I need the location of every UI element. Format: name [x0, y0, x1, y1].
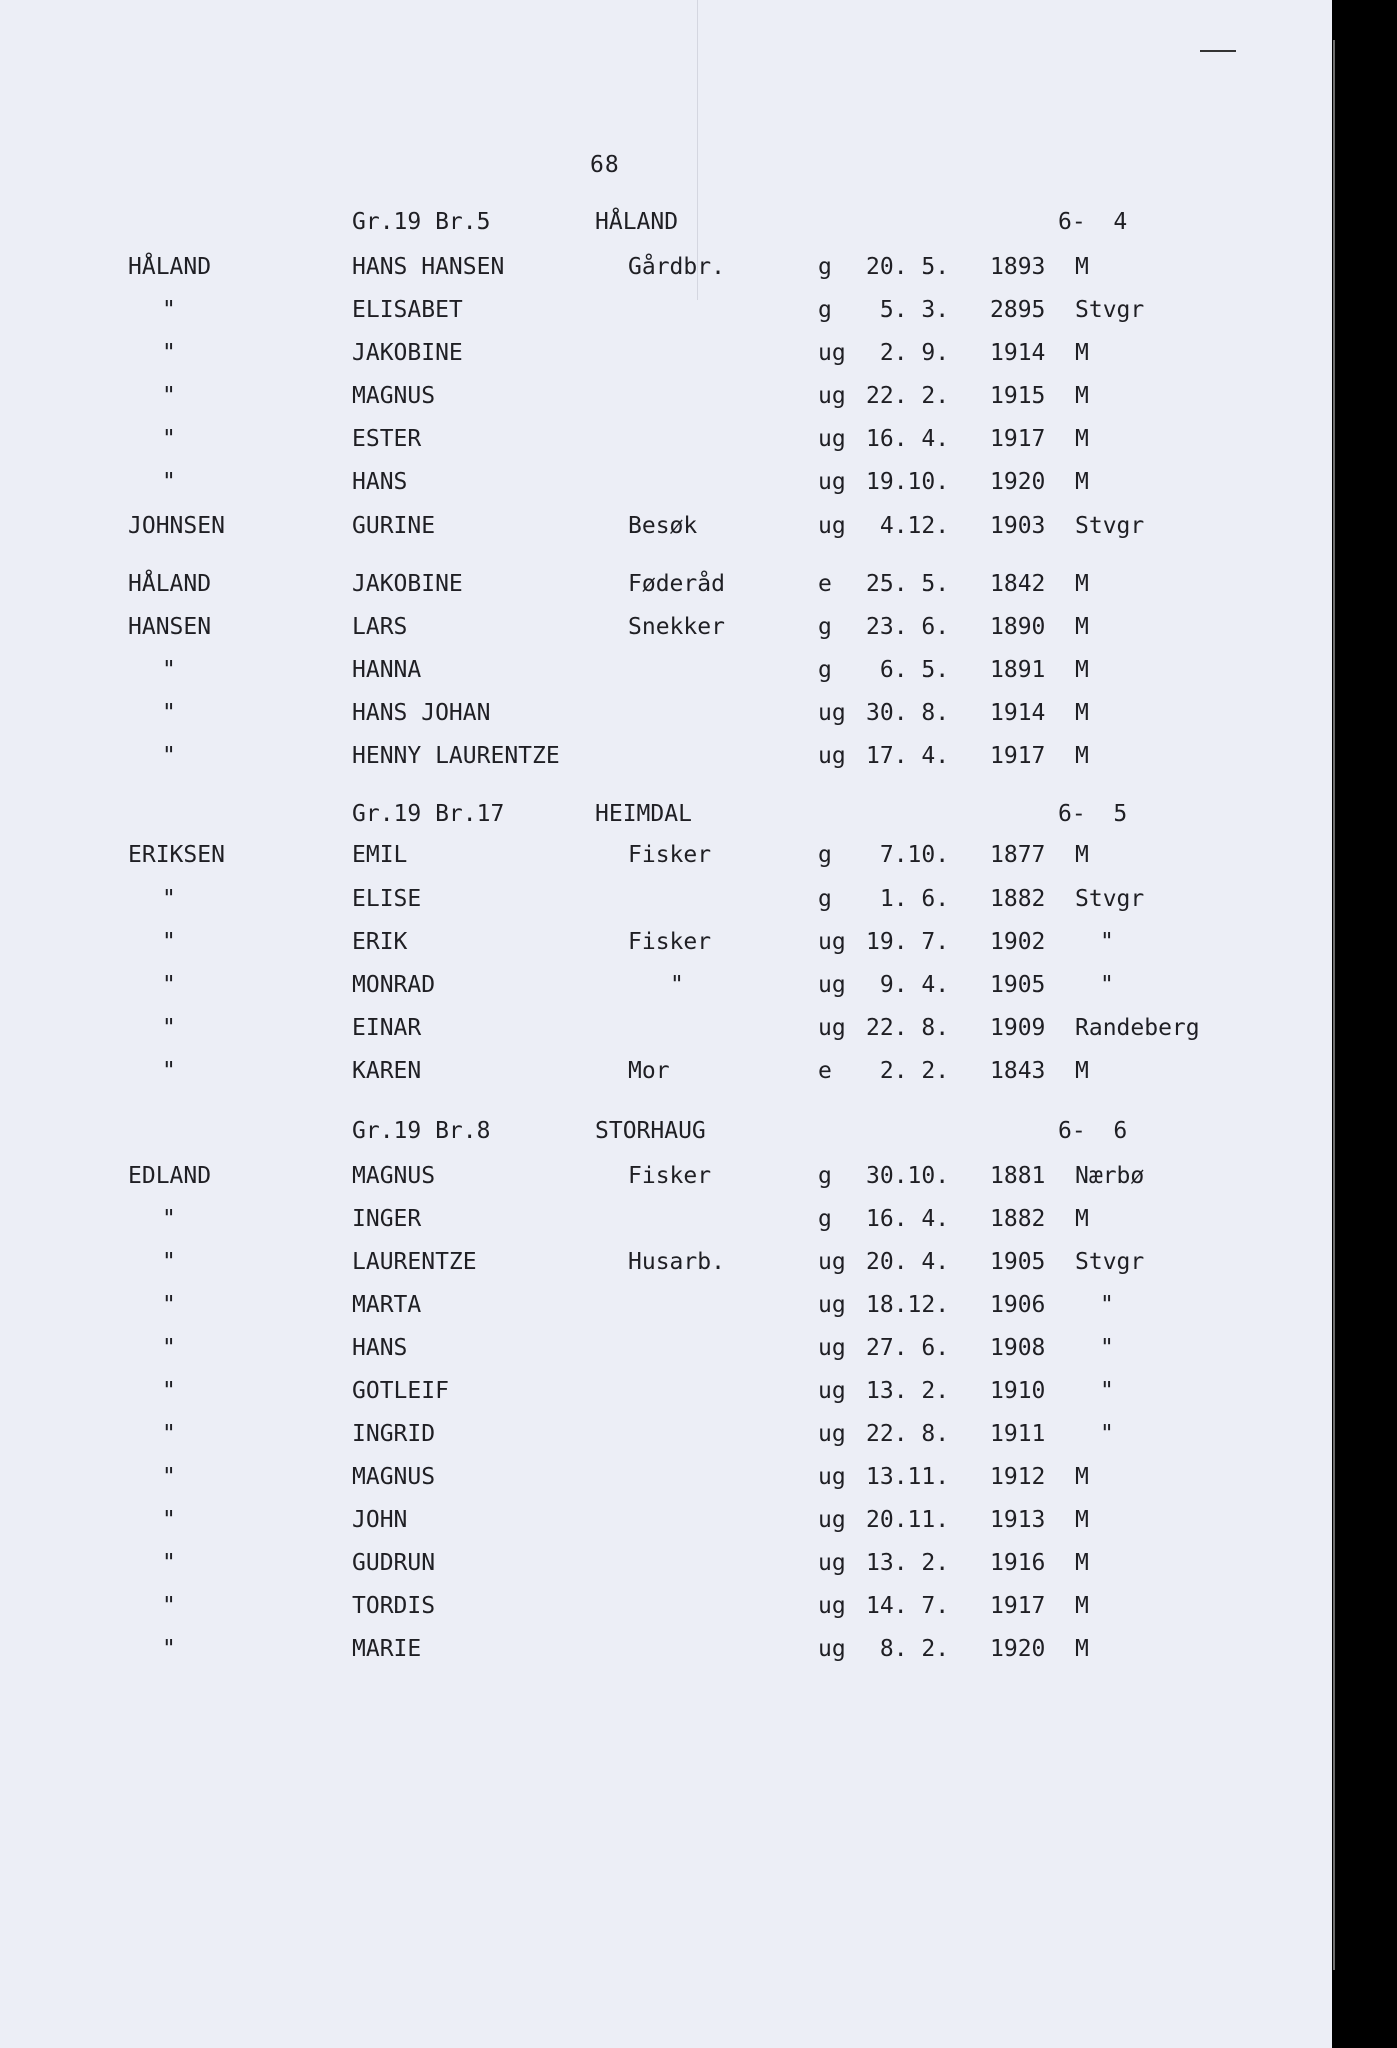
marital-status: ug — [818, 426, 846, 452]
birth-year: 1908 — [990, 1335, 1046, 1361]
marital-status: ug — [818, 700, 846, 726]
person-row — [0, 925, 1300, 959]
surname: HANSEN — [128, 614, 212, 640]
surname: " — [162, 1464, 176, 1490]
birth-date: 17. 4. — [866, 743, 950, 769]
surname: " — [162, 1550, 176, 1576]
occupation: Fisker — [628, 929, 712, 955]
birth-year: 1909 — [990, 1015, 1046, 1041]
surname: " — [162, 1058, 176, 1084]
birth-year: 1917 — [990, 743, 1046, 769]
marital-status: ug — [818, 469, 846, 495]
birth-date: 20. 4. — [866, 1249, 950, 1275]
household-number: 6- 4 — [1058, 209, 1128, 235]
surname: " — [162, 1593, 176, 1619]
occupation: Føderåd — [628, 571, 725, 597]
marital-status: ug — [818, 1507, 846, 1533]
marital-status: ug — [818, 743, 846, 769]
marital-status: ug — [818, 1378, 846, 1404]
surname: " — [162, 1206, 176, 1232]
occupation: Gårdbr. — [628, 254, 725, 280]
birth-date: 2. 9. — [866, 340, 950, 366]
section-header — [0, 1114, 1300, 1148]
birth-place: M — [1075, 1058, 1089, 1084]
birth-place: " — [1100, 1378, 1114, 1404]
person-row — [0, 1011, 1300, 1045]
first-name: JOHN — [352, 1507, 408, 1533]
person-row — [0, 653, 1300, 687]
birth-date: 13. 2. — [866, 1378, 950, 1404]
page-edge — [1333, 40, 1335, 1970]
surname: " — [162, 972, 176, 998]
birth-date: 13.11. — [866, 1464, 950, 1490]
surname: HÅLAND — [128, 571, 212, 597]
occupation: Fisker — [628, 842, 712, 868]
marital-status: e — [818, 571, 832, 597]
marital-status: ug — [818, 1421, 846, 1447]
person-row — [0, 1202, 1300, 1236]
birth-year: 1915 — [990, 383, 1046, 409]
birth-year: 1920 — [990, 469, 1046, 495]
birth-year: 1843 — [990, 1058, 1046, 1084]
birth-date: 16. 4. — [866, 426, 950, 452]
person-row — [0, 1245, 1300, 1279]
marital-status: ug — [818, 513, 846, 539]
birth-year: 1881 — [990, 1163, 1046, 1189]
first-name: ELISE — [352, 886, 422, 912]
birth-year: 2895 — [990, 297, 1046, 323]
first-name: INGER — [352, 1206, 422, 1232]
occupation: Husarb. — [628, 1249, 725, 1275]
occupation: Snekker — [628, 614, 725, 640]
person-row — [0, 250, 1300, 284]
birth-place: M — [1075, 1636, 1089, 1662]
birth-place: Randeberg — [1075, 1015, 1200, 1041]
person-row — [0, 696, 1300, 730]
birth-date: 1. 6. — [866, 886, 950, 912]
occupation: Mor — [628, 1058, 670, 1084]
first-name: HANS — [352, 469, 408, 495]
first-name: GOTLEIF — [352, 1378, 449, 1404]
birth-date: 23. 6. — [866, 614, 950, 640]
birth-place: M — [1075, 426, 1089, 452]
birth-place: " — [1100, 1292, 1114, 1318]
surname: " — [162, 1249, 176, 1275]
section-header — [0, 797, 1300, 831]
first-name: MAGNUS — [352, 383, 436, 409]
birth-year: 1906 — [990, 1292, 1046, 1318]
birth-date: 22. 2. — [866, 383, 950, 409]
birth-place: M — [1075, 743, 1089, 769]
first-name: EMIL — [352, 842, 408, 868]
surname: " — [162, 469, 176, 495]
birth-year: 1916 — [990, 1550, 1046, 1576]
birth-place: " — [1100, 1335, 1114, 1361]
birth-place: Stvgr — [1075, 513, 1145, 539]
birth-year: 1903 — [990, 513, 1046, 539]
birth-year: 1917 — [990, 426, 1046, 452]
birth-date: 27. 6. — [866, 1335, 950, 1361]
first-name: JAKOBINE — [352, 340, 463, 366]
birth-date: 19. 7. — [866, 929, 950, 955]
birth-year: 1882 — [990, 886, 1046, 912]
birth-place: M — [1075, 469, 1089, 495]
birth-date: 30.10. — [866, 1163, 950, 1189]
birth-year: 1877 — [990, 842, 1046, 868]
surname: " — [162, 1015, 176, 1041]
person-row — [0, 422, 1300, 456]
marital-status: ug — [818, 1550, 846, 1576]
birth-place: M — [1075, 1507, 1089, 1533]
person-row — [0, 1632, 1300, 1666]
person-row — [0, 567, 1300, 601]
person-row — [0, 968, 1300, 1002]
marital-status: ug — [818, 929, 846, 955]
birth-year: 1912 — [990, 1464, 1046, 1490]
birth-place: " — [1100, 1421, 1114, 1447]
first-name: MAGNUS — [352, 1163, 436, 1189]
surname: " — [162, 1507, 176, 1533]
farm-name: HEIMDAL — [595, 801, 692, 827]
first-name: MARIE — [352, 1636, 422, 1662]
marital-status: ug — [818, 1636, 846, 1662]
surname: " — [162, 657, 176, 683]
birth-date: 30. 8. — [866, 700, 950, 726]
first-name: HANS JOHAN — [352, 700, 491, 726]
first-name: GUDRUN — [352, 1550, 436, 1576]
birth-date: 22. 8. — [866, 1421, 950, 1447]
first-name: HENNY LAURENTZE — [352, 743, 560, 769]
surname: " — [162, 1421, 176, 1447]
surname: " — [162, 1335, 176, 1361]
birth-year: 1902 — [990, 929, 1046, 955]
birth-date: 5. 3. — [866, 297, 950, 323]
birth-date: 19.10. — [866, 469, 950, 495]
marital-status: ug — [818, 1464, 846, 1490]
surname: JOHNSEN — [128, 513, 225, 539]
first-name: HANS — [352, 1335, 408, 1361]
birth-place: M — [1075, 254, 1089, 280]
birth-year: 1914 — [990, 340, 1046, 366]
person-row — [0, 1288, 1300, 1322]
person-row — [0, 1159, 1300, 1193]
person-row — [0, 465, 1300, 499]
person-row — [0, 1417, 1300, 1451]
birth-date: 6. 5. — [866, 657, 950, 683]
marital-status: g — [818, 842, 832, 868]
first-name: INGRID — [352, 1421, 436, 1447]
birth-year: 1893 — [990, 254, 1046, 280]
birth-date: 2. 2. — [866, 1058, 950, 1084]
person-row — [0, 1503, 1300, 1537]
marital-status: g — [818, 614, 832, 640]
birth-date: 20.11. — [866, 1507, 950, 1533]
birth-date: 18.12. — [866, 1292, 950, 1318]
marital-status: ug — [818, 1335, 846, 1361]
birth-year: 1910 — [990, 1378, 1046, 1404]
household-number: 6- 6 — [1058, 1118, 1128, 1144]
person-row — [0, 1374, 1300, 1408]
person-row — [0, 882, 1300, 916]
birth-place: M — [1075, 1464, 1089, 1490]
birth-year: 1890 — [990, 614, 1046, 640]
surname: " — [162, 1636, 176, 1662]
gr-br-label: Gr.19 Br.8 — [352, 1118, 491, 1144]
birth-place: M — [1075, 1206, 1089, 1232]
person-row — [0, 838, 1300, 872]
surname: HÅLAND — [128, 254, 212, 280]
birth-date: 22. 8. — [866, 1015, 950, 1041]
birth-year: 1920 — [990, 1636, 1046, 1662]
first-name: HANNA — [352, 657, 422, 683]
surname: " — [162, 743, 176, 769]
birth-date: 16. 4. — [866, 1206, 950, 1232]
birth-place: M — [1075, 700, 1089, 726]
marital-status: g — [818, 254, 832, 280]
birth-year: 1911 — [990, 1421, 1046, 1447]
marital-status: ug — [818, 1015, 846, 1041]
birth-date: 9. 4. — [866, 972, 950, 998]
first-name: ESTER — [352, 426, 422, 452]
birth-date: 4.12. — [866, 513, 950, 539]
birth-date: 14. 7. — [866, 1593, 950, 1619]
marital-status: g — [818, 886, 832, 912]
birth-place: Stvgr — [1075, 297, 1145, 323]
person-row — [0, 336, 1300, 370]
marital-status: ug — [818, 340, 846, 366]
birth-place: M — [1075, 1550, 1089, 1576]
first-name: LAURENTZE — [352, 1249, 477, 1275]
surname: " — [162, 1292, 176, 1318]
birth-date: 7.10. — [866, 842, 950, 868]
birth-year: 1905 — [990, 1249, 1046, 1275]
household-number: 6- 5 — [1058, 801, 1128, 827]
birth-date: 13. 2. — [866, 1550, 950, 1576]
birth-year: 1842 — [990, 571, 1046, 597]
birth-place: " — [1100, 972, 1114, 998]
marital-status: g — [818, 1163, 832, 1189]
birth-place: M — [1075, 842, 1089, 868]
marital-status: ug — [818, 972, 846, 998]
surname: ERIKSEN — [128, 842, 225, 868]
person-row — [0, 610, 1300, 644]
first-name: HANS HANSEN — [352, 254, 505, 280]
birth-place: Stvgr — [1075, 1249, 1145, 1275]
first-name: MONRAD — [352, 972, 436, 998]
birth-date: 8. 2. — [866, 1636, 950, 1662]
farm-name: HÅLAND — [595, 209, 679, 235]
occupation: Fisker — [628, 1163, 712, 1189]
birth-year: 1891 — [990, 657, 1046, 683]
birth-year: 1905 — [990, 972, 1046, 998]
surname: " — [162, 700, 176, 726]
first-name: MARTA — [352, 1292, 422, 1318]
marital-status: e — [818, 1058, 832, 1084]
gr-br-label: Gr.19 Br.5 — [352, 209, 491, 235]
birth-year: 1913 — [990, 1507, 1046, 1533]
margin-mark — [1200, 50, 1236, 52]
person-row — [0, 293, 1300, 327]
birth-year: 1917 — [990, 1593, 1046, 1619]
surname: " — [162, 297, 176, 323]
birth-date: 20. 5. — [866, 254, 950, 280]
birth-place: M — [1075, 571, 1089, 597]
birth-place: Nærbø — [1075, 1163, 1145, 1189]
person-row — [0, 739, 1300, 773]
marital-status: g — [818, 297, 832, 323]
surname: " — [162, 426, 176, 452]
surname: " — [162, 929, 176, 955]
first-name: JAKOBINE — [352, 571, 463, 597]
birth-place: M — [1075, 383, 1089, 409]
person-row — [0, 1331, 1300, 1365]
marital-status: ug — [818, 1292, 846, 1318]
birth-place: " — [1100, 929, 1114, 955]
person-row — [0, 1546, 1300, 1580]
occupation: " — [670, 972, 684, 998]
birth-place: M — [1075, 657, 1089, 683]
person-row — [0, 1460, 1300, 1494]
occupation: Besøk — [628, 513, 698, 539]
section-header — [0, 205, 1300, 239]
surname: " — [162, 340, 176, 366]
first-name: LARS — [352, 614, 408, 640]
first-name: EINAR — [352, 1015, 422, 1041]
surname: EDLAND — [128, 1163, 212, 1189]
birth-year: 1914 — [990, 700, 1046, 726]
person-row — [0, 379, 1300, 413]
surname: " — [162, 1378, 176, 1404]
marital-status: g — [818, 1206, 832, 1232]
marital-status: ug — [818, 1249, 846, 1275]
person-row — [0, 1589, 1300, 1623]
birth-place: M — [1075, 614, 1089, 640]
surname: " — [162, 383, 176, 409]
person-row — [0, 1054, 1300, 1088]
first-name: ERIK — [352, 929, 408, 955]
first-name: KAREN — [352, 1058, 422, 1084]
first-name: GURINE — [352, 513, 436, 539]
first-name: TORDIS — [352, 1593, 436, 1619]
page-number: 68 — [590, 152, 620, 178]
marital-status: ug — [818, 383, 846, 409]
gr-br-label: Gr.19 Br.17 — [352, 801, 505, 827]
first-name: ELISABET — [352, 297, 463, 323]
first-name: MAGNUS — [352, 1464, 436, 1490]
surname: " — [162, 886, 176, 912]
person-row — [0, 509, 1300, 543]
marital-status: ug — [818, 1593, 846, 1619]
birth-date: 25. 5. — [866, 571, 950, 597]
farm-name: STORHAUG — [595, 1118, 706, 1144]
birth-year: 1882 — [990, 1206, 1046, 1232]
birth-place: M — [1075, 340, 1089, 366]
marital-status: g — [818, 657, 832, 683]
birth-place: Stvgr — [1075, 886, 1145, 912]
birth-place: M — [1075, 1593, 1089, 1619]
